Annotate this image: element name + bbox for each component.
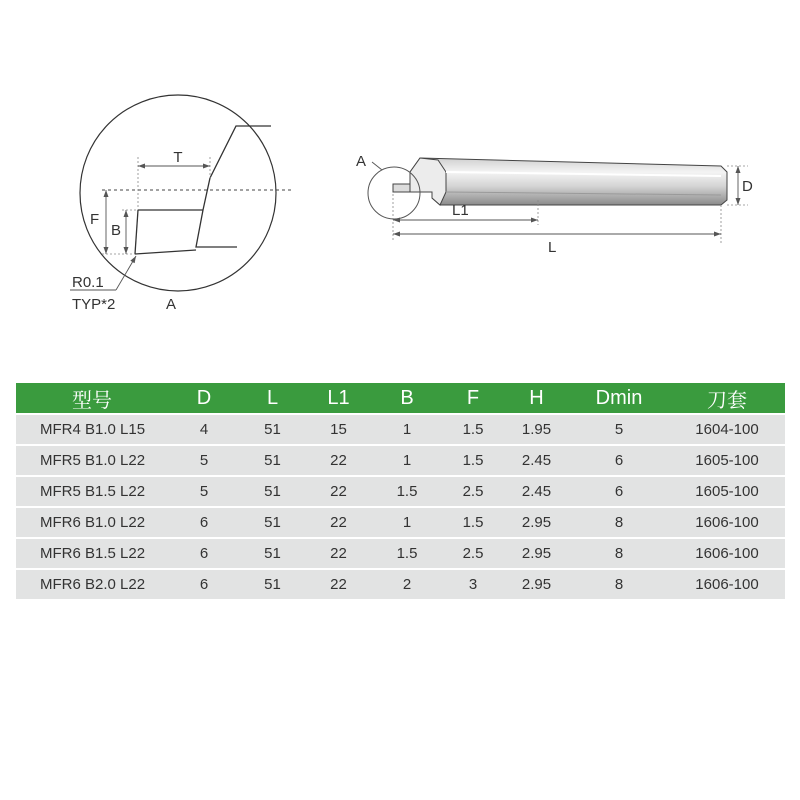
spec-table-wrapper: [16, 381, 785, 601]
cell-l1: 22: [305, 508, 372, 537]
f-label: F: [90, 211, 100, 228]
cell-b: 1.5: [372, 477, 442, 506]
header-l1: L1: [305, 383, 372, 413]
typ-label: TYP*2: [72, 296, 116, 313]
detail-callout-leader: [372, 162, 382, 170]
cell-b: 2: [372, 570, 442, 599]
cell-f: 2.5: [442, 539, 504, 568]
view-a-label: A: [166, 296, 177, 313]
cell-b: 1: [372, 508, 442, 537]
header-b: B: [372, 383, 442, 413]
cell-h: 2.95: [504, 539, 569, 568]
header-h: H: [504, 383, 569, 413]
table-header-row: [16, 383, 785, 413]
callout-a-label: A: [356, 153, 367, 170]
cell-d: 5: [168, 477, 240, 506]
table-row: [16, 539, 785, 568]
cell-dmin: 8: [569, 508, 669, 537]
tool-head: [410, 158, 446, 205]
technical-drawing: [0, 0, 800, 360]
cell-holder: 1605-100: [669, 446, 785, 475]
cell-d: 4: [168, 415, 240, 444]
cell-holder: 1604-100: [669, 415, 785, 444]
table-row: [16, 508, 785, 537]
cell-dmin: 6: [569, 477, 669, 506]
header-dmin: Dmin: [569, 383, 669, 413]
cell-model: MFR5 B1.5 L22: [16, 477, 168, 506]
b-label: B: [111, 222, 122, 239]
table-row: [16, 477, 785, 506]
cell-h: 2.45: [504, 477, 569, 506]
cell-model: MFR4 B1.0 L15: [16, 415, 168, 444]
cell-l1: 22: [305, 446, 372, 475]
cell-model: MFR6 B2.0 L22: [16, 570, 168, 599]
tool-shaft: [410, 158, 727, 205]
cell-model: MFR5 B1.0 L22: [16, 446, 168, 475]
header-holder: 刀套: [669, 383, 785, 413]
cell-model: MFR6 B1.5 L22: [16, 539, 168, 568]
cell-holder: 1606-100: [669, 508, 785, 537]
cell-f: 1.5: [442, 508, 504, 537]
cell-dmin: 5: [569, 415, 669, 444]
header-f: F: [442, 383, 504, 413]
cell-l: 51: [240, 539, 305, 568]
cell-f: 3: [442, 570, 504, 599]
radius-leader: [116, 256, 136, 290]
tool-profile: [138, 126, 271, 247]
cell-d: 6: [168, 570, 240, 599]
cell-holder: 1605-100: [669, 477, 785, 506]
cell-l: 51: [240, 570, 305, 599]
detail-circle: [80, 95, 276, 291]
cell-l: 51: [240, 477, 305, 506]
cell-l1: 22: [305, 477, 372, 506]
cell-dmin: 8: [569, 570, 669, 599]
cell-dmin: 6: [569, 446, 669, 475]
table-row: [16, 570, 785, 599]
table-body: [16, 415, 785, 599]
cell-l: 51: [240, 508, 305, 537]
detail-view-a: [70, 95, 294, 313]
cell-model: MFR6 B1.0 L22: [16, 508, 168, 537]
cell-dmin: 8: [569, 539, 669, 568]
detail-callout-circle: [368, 167, 420, 219]
cell-d: 6: [168, 539, 240, 568]
cell-l: 51: [240, 415, 305, 444]
cell-holder: 1606-100: [669, 539, 785, 568]
d-label: D: [742, 178, 753, 195]
cell-b: 1: [372, 415, 442, 444]
header-model: 型号: [16, 383, 168, 413]
side-view: [356, 153, 753, 256]
cutting-tip: [393, 184, 410, 192]
cell-l1: 15: [305, 415, 372, 444]
tool-profile-bottom: [135, 250, 196, 254]
tool-profile-edge: [135, 210, 138, 254]
cell-f: 1.5: [442, 446, 504, 475]
table-row: [16, 446, 785, 475]
l1-label: L1: [452, 202, 469, 219]
cell-d: 5: [168, 446, 240, 475]
cell-l1: 22: [305, 570, 372, 599]
cell-b: 1.5: [372, 539, 442, 568]
cell-f: 2.5: [442, 477, 504, 506]
spec-table: [16, 381, 785, 601]
cell-h: 2.95: [504, 570, 569, 599]
header-l: L: [240, 383, 305, 413]
cell-d: 6: [168, 508, 240, 537]
table-row: [16, 415, 785, 444]
l-label: L: [548, 239, 557, 256]
cell-l: 51: [240, 446, 305, 475]
cell-f: 1.5: [442, 415, 504, 444]
header-d: D: [168, 383, 240, 413]
radius-label: R0.1: [72, 274, 104, 291]
cell-holder: 1606-100: [669, 570, 785, 599]
cell-h: 2.45: [504, 446, 569, 475]
cell-h: 2.95: [504, 508, 569, 537]
cell-l1: 22: [305, 539, 372, 568]
cell-h: 1.95: [504, 415, 569, 444]
cell-b: 1: [372, 446, 442, 475]
t-label: T: [173, 149, 183, 166]
